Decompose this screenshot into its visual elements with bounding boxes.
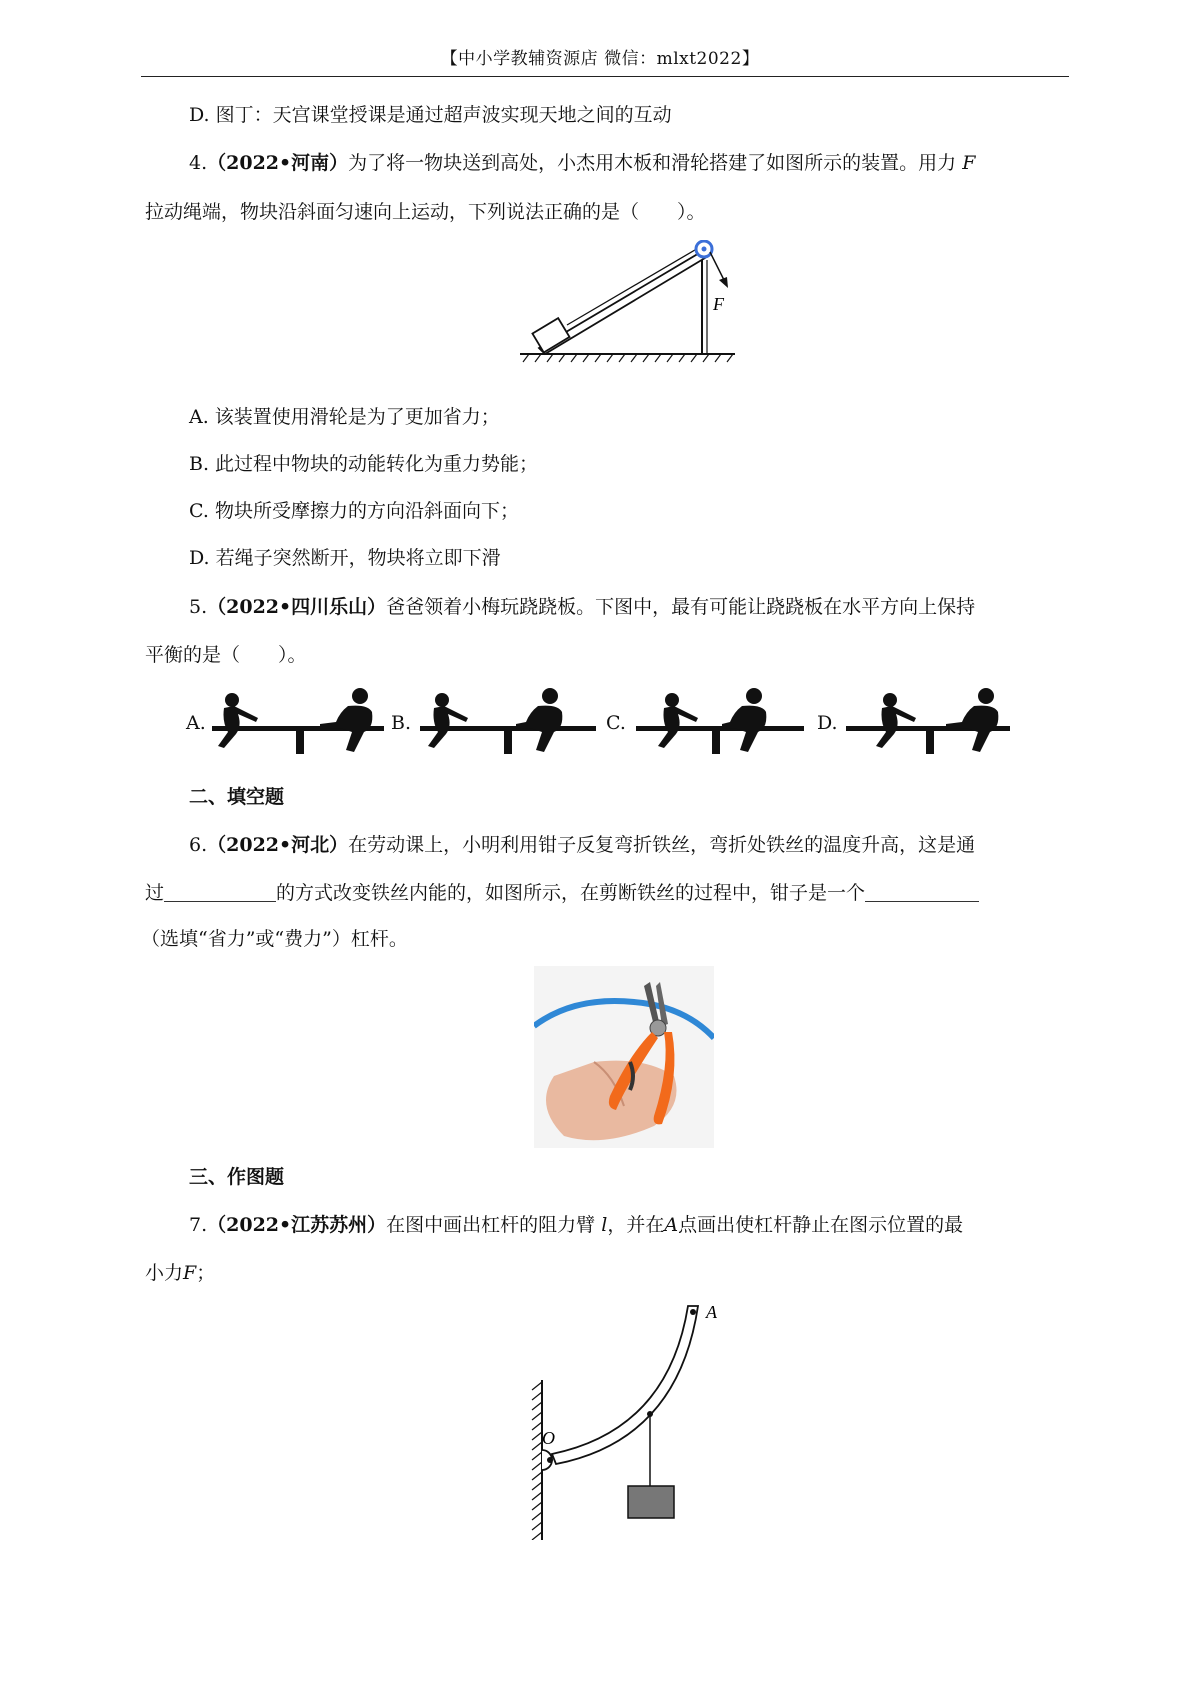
force-arrow	[710, 252, 725, 282]
q4-stem-line2: 拉动绳端，物块沿斜面匀速向上运动，下列说法正确的是（ ）。	[145, 201, 706, 223]
child-silhouette	[876, 693, 916, 748]
father-silhouette	[516, 688, 562, 752]
q7-stem-b2: ；	[196, 1262, 216, 1284]
q6-stem-b2: 的方式改变铁丝内能的，如图所示，在剪断铁丝的过程中，钳子是一个	[276, 882, 866, 904]
q6-source: （2022•河北）	[207, 834, 349, 856]
block	[532, 318, 569, 352]
force-label: F	[713, 294, 724, 314]
q7-stem-a3: 点画出使杠杆静止在图示位置的最	[678, 1214, 964, 1236]
child-silhouette	[218, 693, 258, 748]
section-drawing-title: 三、作图题	[189, 1166, 285, 1188]
q5-option-a-label: A.	[186, 712, 206, 734]
q5-stem-line2: 平衡的是（ ）。	[145, 644, 307, 666]
q5-option-c-label: C.	[606, 712, 626, 734]
page-header: 【中小学教辅资源店 微信：mlxt2022】	[440, 49, 760, 69]
pivot-label: O	[542, 1428, 555, 1448]
child-silhouette	[428, 693, 468, 748]
seesaw-option-c	[636, 688, 804, 754]
q7-force-symbol: F	[183, 1262, 197, 1284]
rope	[567, 247, 700, 325]
pliers-photo	[534, 966, 714, 1148]
q7-arm-symbol: l	[601, 1214, 608, 1236]
q7-stem-line1	[189, 1212, 963, 1238]
curved-lever-figure	[528, 1300, 728, 1540]
q4-number: 4.	[189, 152, 208, 174]
q7-stem-b1: 小力	[145, 1262, 184, 1284]
q7-stem-line2	[145, 1260, 215, 1286]
pivot-point	[547, 1457, 553, 1463]
q5-stem-line1	[189, 594, 975, 620]
q4-source: （2022•河南）	[207, 152, 349, 174]
q4-stem-line1	[189, 150, 975, 176]
q7-number: 7.	[189, 1214, 208, 1236]
q7-stem-a1: 在图中画出杠杆的阻力臂	[386, 1214, 596, 1236]
father-silhouette	[946, 688, 998, 752]
father-silhouette	[320, 688, 372, 752]
point-a-dot	[690, 1309, 696, 1315]
q6-stem-line1	[189, 832, 975, 858]
q6-stem-line3: （选填“省力”或“费力”）杠杆。	[141, 928, 408, 950]
q5-option-d-label: D.	[817, 712, 838, 734]
q4-option-b: B. 此过程中物块的动能转化为重力势能；	[189, 453, 539, 475]
q6-stem-a: 在劳动课上，小明利用钳子反复弯折铁丝，弯折处铁丝的温度升高，这是通	[348, 834, 976, 856]
q4-option-a: A. 该装置使用滑轮是为了更加省力；	[189, 406, 500, 428]
q7-point-symbol: A	[664, 1214, 679, 1236]
seesaw-option-d	[846, 688, 1010, 754]
seesaw-pivot	[296, 726, 304, 754]
q5-number: 5.	[189, 596, 208, 618]
seesaw-option-b	[420, 688, 596, 754]
seesaw-option-a	[212, 688, 384, 754]
weight-block	[628, 1486, 674, 1518]
q3-option-d: D. 图丁：天宫课堂授课是通过超声波实现天地之间的互动	[189, 104, 672, 126]
q5-stem-a: 爸爸领着小梅玩跷跷板。下图中，最有可能让跷跷板在水平方向上保持	[386, 596, 976, 618]
ground-hatching	[520, 354, 735, 362]
point-a-label: A	[706, 1302, 717, 1322]
father-silhouette	[722, 688, 766, 752]
q4-stem-a: 为了将一物块送到高处，小杰用木板和滑轮搭建了如图所示的装置。用力	[348, 152, 957, 174]
q6-stem-line2	[145, 880, 979, 906]
q4-option-d: D. 若绳子突然断开，物块将立即下滑	[189, 547, 501, 569]
q5-source: （2022•四川乐山）	[207, 596, 387, 618]
q5-option-b-label: B.	[391, 712, 412, 734]
curved-lever	[552, 1306, 698, 1464]
q7-stem-a2: ，并在	[607, 1214, 665, 1236]
q4-option-c: C. 物块所受摩擦力的方向沿斜面向下；	[189, 500, 519, 522]
child-silhouette	[658, 693, 698, 748]
incline-pulley-figure	[515, 240, 745, 375]
wall-hatching	[532, 1380, 542, 1540]
answer-blank-2[interactable]	[865, 883, 979, 902]
q6-stem-b1: 过	[145, 882, 165, 904]
answer-blank-1[interactable]	[164, 883, 276, 902]
q4-force-symbol: F	[962, 152, 976, 174]
q7-source: （2022•江苏苏州）	[207, 1214, 387, 1236]
q6-number: 6.	[189, 834, 208, 856]
header-divider	[141, 76, 1069, 77]
section-fill-in-title: 二、填空题	[189, 786, 285, 808]
